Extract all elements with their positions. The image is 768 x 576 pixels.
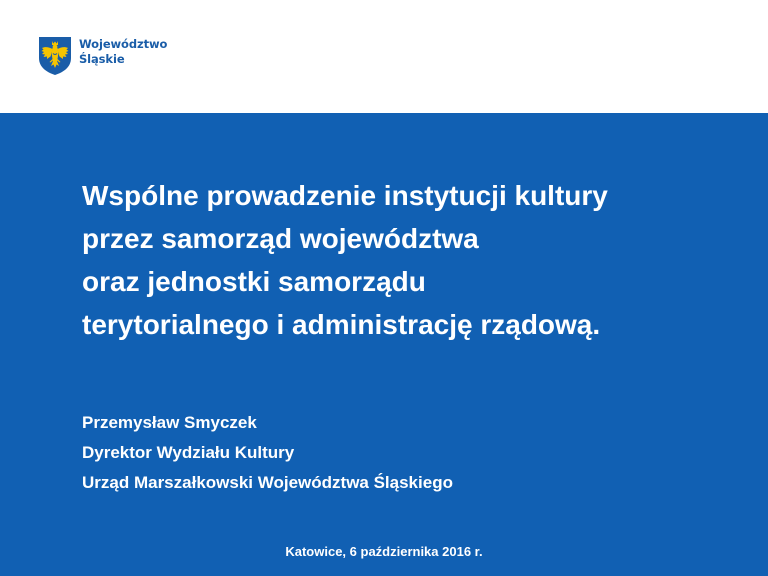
title-line: przez samorząd województwa xyxy=(82,223,479,254)
slide-header xyxy=(0,0,768,113)
title-line: oraz jednostki samorządu xyxy=(82,266,426,297)
logo-line-1: Województwo xyxy=(79,37,168,51)
presenter-institution: Urząd Marszałkowski Województwa Śląskiego xyxy=(82,473,453,492)
voivodeship-logo xyxy=(38,36,167,76)
logo-wordmark xyxy=(79,37,167,67)
logo-line-2: Śląskie xyxy=(79,52,125,66)
title-line: Wspólne prowadzenie instytucji kultury xyxy=(82,180,608,211)
presenter-name: Przemysław Smyczek xyxy=(82,413,257,432)
presenter-info xyxy=(82,408,453,498)
silesian-eagle-shield-icon xyxy=(38,36,72,76)
presentation-title xyxy=(82,174,752,346)
presenter-position: Dyrektor Wydziału Kultury xyxy=(82,443,295,462)
title-line: terytorialnego i administrację rządową. xyxy=(82,309,601,340)
presentation-date: Katowice, 6 października 2016 r. xyxy=(285,544,483,559)
